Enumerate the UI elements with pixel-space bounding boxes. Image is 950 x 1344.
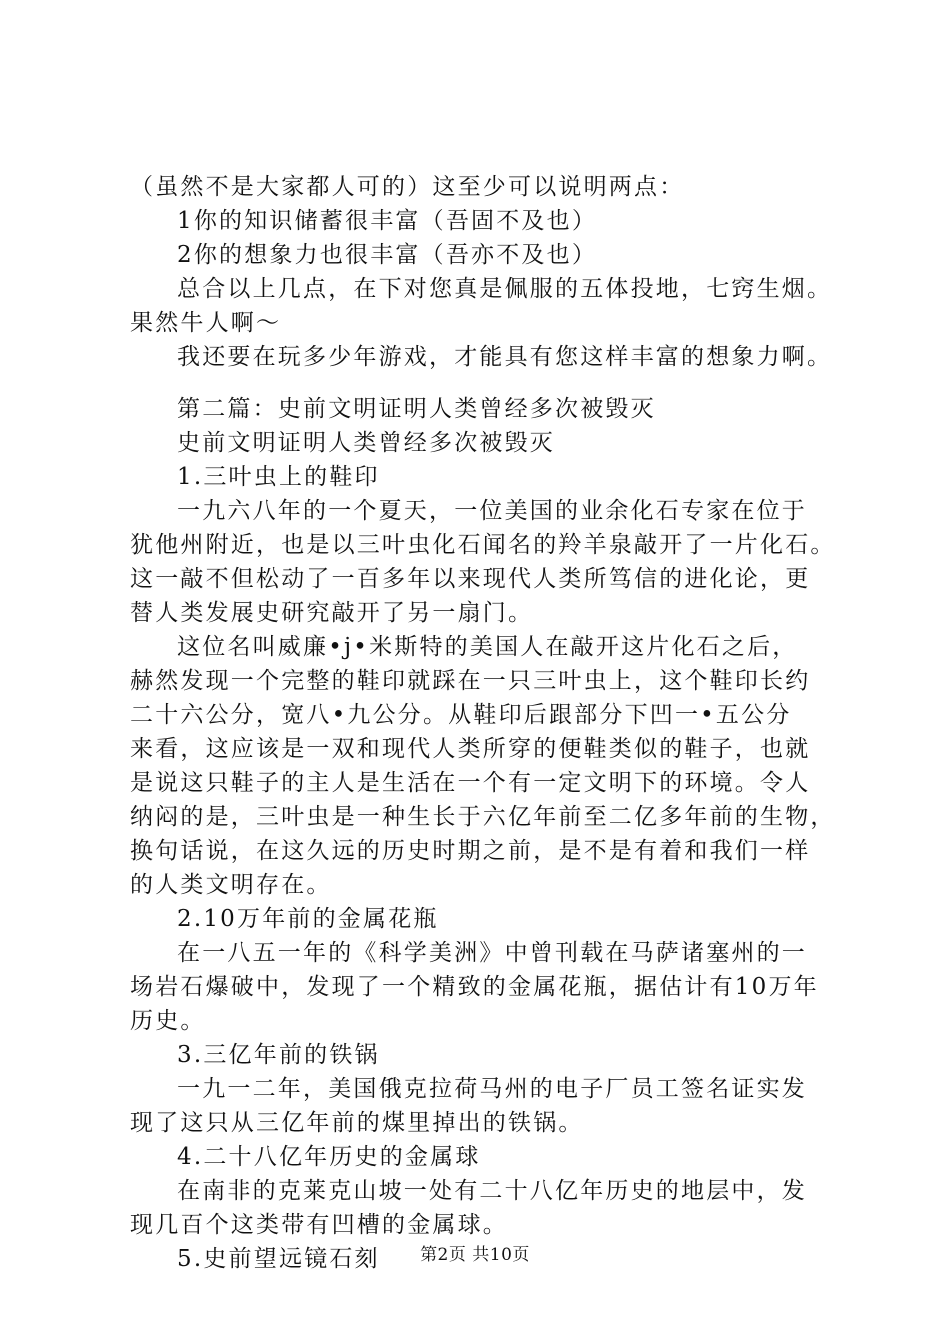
paragraph-line: 历史。 <box>130 1008 206 1034</box>
paragraph-line: 这位名叫威廉•j•米斯特的美国人在敲开这片化石之后， <box>177 634 798 660</box>
paragraph-line: 一九六八年的一个夏天，一位美国的业余化石专家在位于 <box>177 498 807 524</box>
paragraph-line: 现了这只从三亿年前的煤里掉出的铁锅。 <box>130 1110 584 1136</box>
paragraph-line: 一九一二年，美国俄克拉荷马州的电子厂员工签名证实发 <box>177 1076 807 1102</box>
section-heading: 4.二十八亿年历史的金属球 <box>177 1144 481 1170</box>
paragraph-gap <box>130 374 850 392</box>
section-heading: 2.10万年前的金属花瓶 <box>177 906 439 932</box>
section-heading: 5.史前望远镜石刻 <box>177 1246 380 1272</box>
paragraph-line: 是说这只鞋子的主人是生活在一个有一定文明下的环境。令人 <box>130 770 811 796</box>
paragraph-line: 果然牛人啊～ <box>130 310 282 336</box>
paragraph-line: 在南非的克莱克山坡一处有二十八亿年历史的地层中，发 <box>177 1178 807 1204</box>
paragraph-line: 替人类发展史研究敲开了另一扇门。 <box>130 600 534 626</box>
paragraph-line: 现几百个这类带有凹槽的金属球。 <box>130 1212 508 1238</box>
paragraph-line: 赫然发现一个完整的鞋印就踩在一只三叶虫上，这个鞋印长约 <box>130 668 811 694</box>
chapter-heading: 第二篇：史前文明证明人类曾经多次被毁灭 <box>177 396 656 422</box>
document-body <box>130 170 850 1276</box>
paragraph-line: 场岩石爆破中，发现了一个精致的金属花瓶，据估计有10万年 <box>130 974 819 1000</box>
paragraph-line: 总合以上几点，在下对您真是佩服的五体投地，七窍生烟。 <box>177 276 833 302</box>
section-heading: 1.三叶虫上的鞋印 <box>177 464 380 490</box>
article-title: 史前文明证明人类曾经多次被毁灭 <box>177 430 555 456</box>
paragraph-line: 二十六公分，宽八•九公分。从鞋印后跟部分下凹一•五公分 <box>130 702 792 728</box>
section-heading: 3.三亿年前的铁锅 <box>177 1042 380 1068</box>
paragraph-line: 我还要在玩多少年游戏，才能具有您这样丰富的想象力啊。 <box>177 344 833 370</box>
list-item: 1你的知识储蓄很丰富（吾固不及也） <box>177 208 598 234</box>
text-line: （虽然不是大家都人可的）这至少可以说明两点： <box>130 174 685 200</box>
paragraph-line: 纳闷的是，三叶虫是一种生长于六亿年前至二亿多年前的生物， <box>130 804 836 830</box>
paragraph-line: 换句话说，在这久远的历史时期之前，是不是有着和我们一样 <box>130 838 811 864</box>
paragraph-line: 这一敲不但松动了一百多年以来现代人类所笃信的进化论，更 <box>130 566 811 592</box>
list-item: 2你的想象力也很丰富（吾亦不及也） <box>177 242 598 268</box>
paragraph-line: 来看，这应该是一双和现代人类所穿的便鞋类似的鞋子，也就 <box>130 736 811 762</box>
page-footer: 第2页 共10页 <box>420 1245 530 1265</box>
paragraph-line: 犹他州附近，也是以三叶虫化石闻名的羚羊泉敲开了一片化石。 <box>130 532 836 558</box>
paragraph-line: 的人类文明存在。 <box>130 872 332 898</box>
paragraph-line: 在一八五一年的《科学美洲》中曾刊载在马萨诸塞州的一 <box>177 940 807 966</box>
